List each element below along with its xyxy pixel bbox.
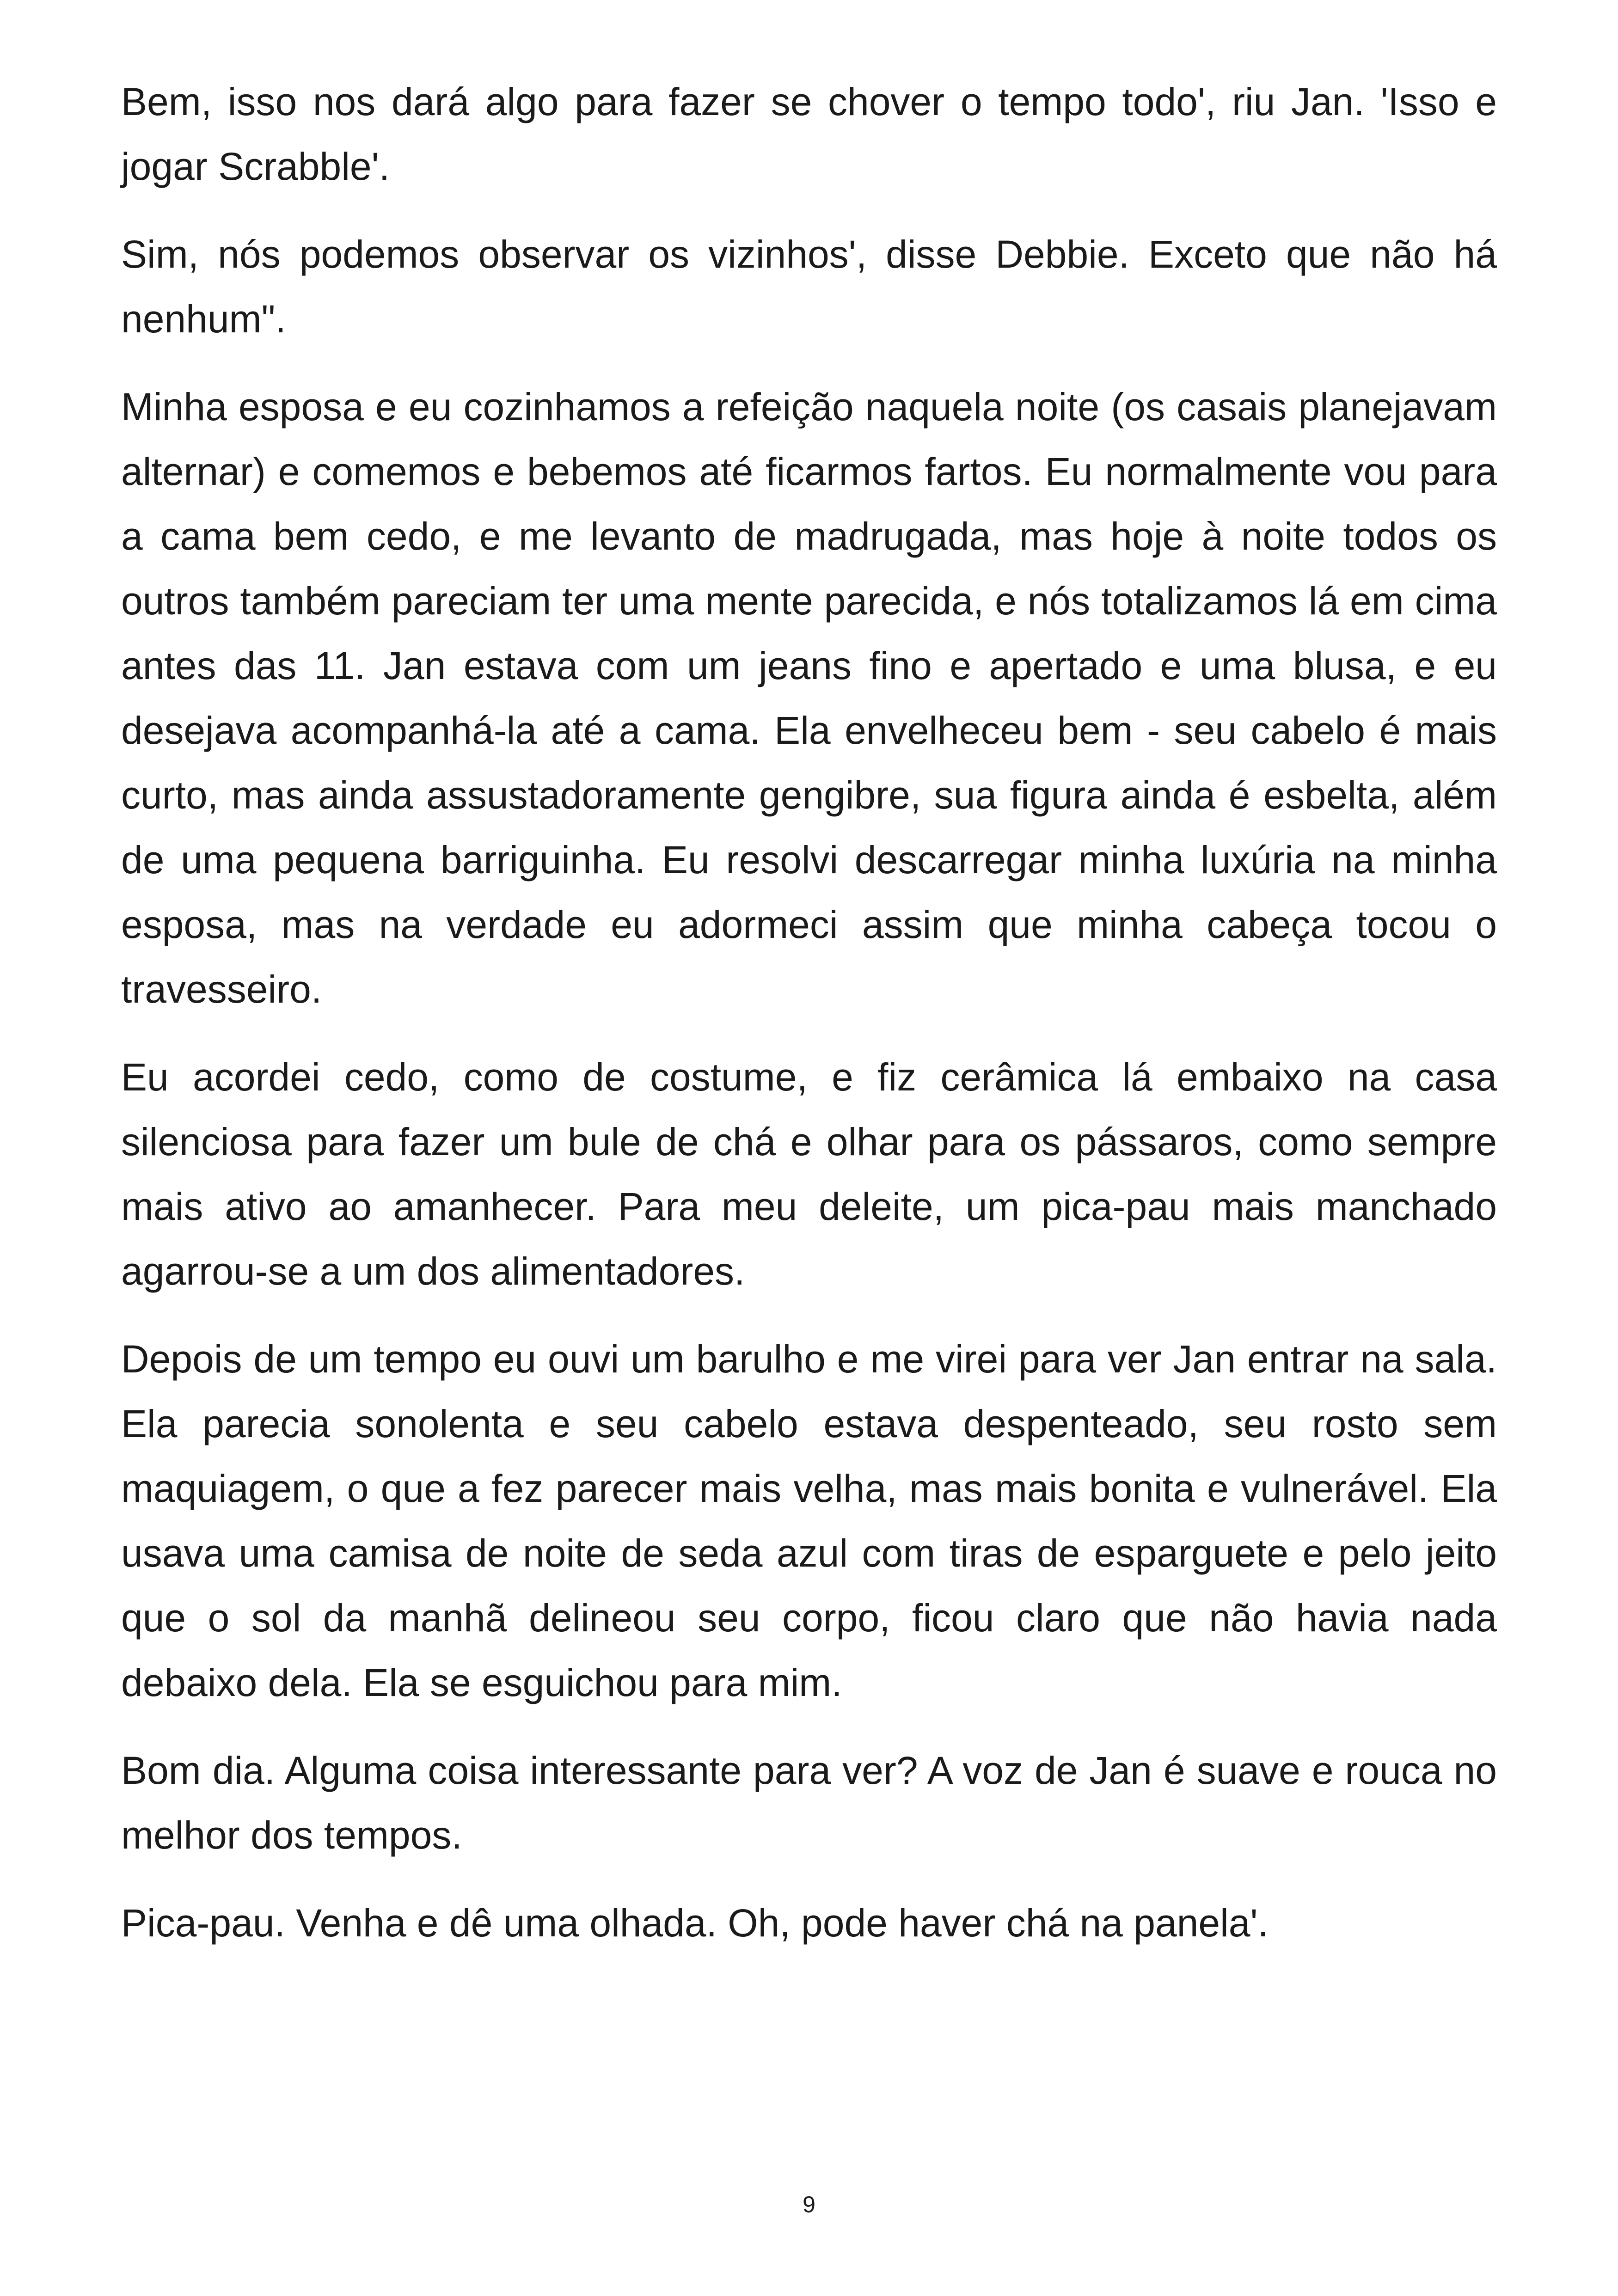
paragraph-1: Bem, isso nos dará algo para fazer se chover o tempo todo', riu Jan. 'Isso e jogar Scrabble'. (121, 80, 1497, 188)
body-text (121, 69, 1497, 1978)
paragraph-5: Depois de um tempo eu ouvi um barulho e me virei para ver Jan entrar na sala. Ela parecia sonolenta e seu cabelo estava despenteado, seu rosto sem maquiagem, o que a fez parecer mais velha, mas mais bonita e vulnerável. Ela usava uma camisa de noite de seda azul com tiras de esparguete e pelo jeito que o sol da manhã delineou seu corpo, ficou claro que não havia nada debaixo dela. Ela se esguichou para mim. (121, 1337, 1497, 1704)
paragraph-3: Minha esposa e eu cozinhamos a refeição naquela noite (os casais planejavam alternar) e comemos e bebemos até ficarmos fartos. Eu normalmente vou para a cama bem cedo, e me levanto de madrugada, mas hoje à noite todos os outros também pareciam ter uma mente parecida, e nós totalizamos lá em cima antes das 11. Jan estava com um jeans fino e apertado e uma blusa, e eu desejava acompanhá-la até a cama. Ela envelheceu bem - seu cabelo é mais curto, mas ainda assustadoramente gengibre, sua figura ainda é esbelta, além de uma pequena barriguinha. Eu resolvi descarregar minha luxúria na minha esposa, mas na verdade eu adormeci assim que minha cabeça tocou o travesseiro. (121, 385, 1497, 1011)
paragraph-6: Bom dia. Alguma coisa interessante para ver? A voz de Jan é suave e rouca no melhor dos tempos. (121, 1749, 1497, 1857)
paragraph-4: Eu acordei cedo, como de costume, e fiz cerâmica lá embaixo na casa silenciosa para fazer um bule de chá e olhar para os pássaros, como sempre mais ativo ao amanhecer. Para meu deleite, um pica-pau mais manchado agarrou-se a um dos alimentadores. (121, 1055, 1497, 1293)
page-number: 9 (803, 2192, 815, 2217)
paragraph-2: Sim, nós podemos observar os vizinhos', disse Debbie. Exceto que não há nenhum". (121, 233, 1497, 341)
paragraph-7: Pica-pau. Venha e dê uma olhada. Oh, pode haver chá na panela'. (121, 1901, 1269, 1945)
